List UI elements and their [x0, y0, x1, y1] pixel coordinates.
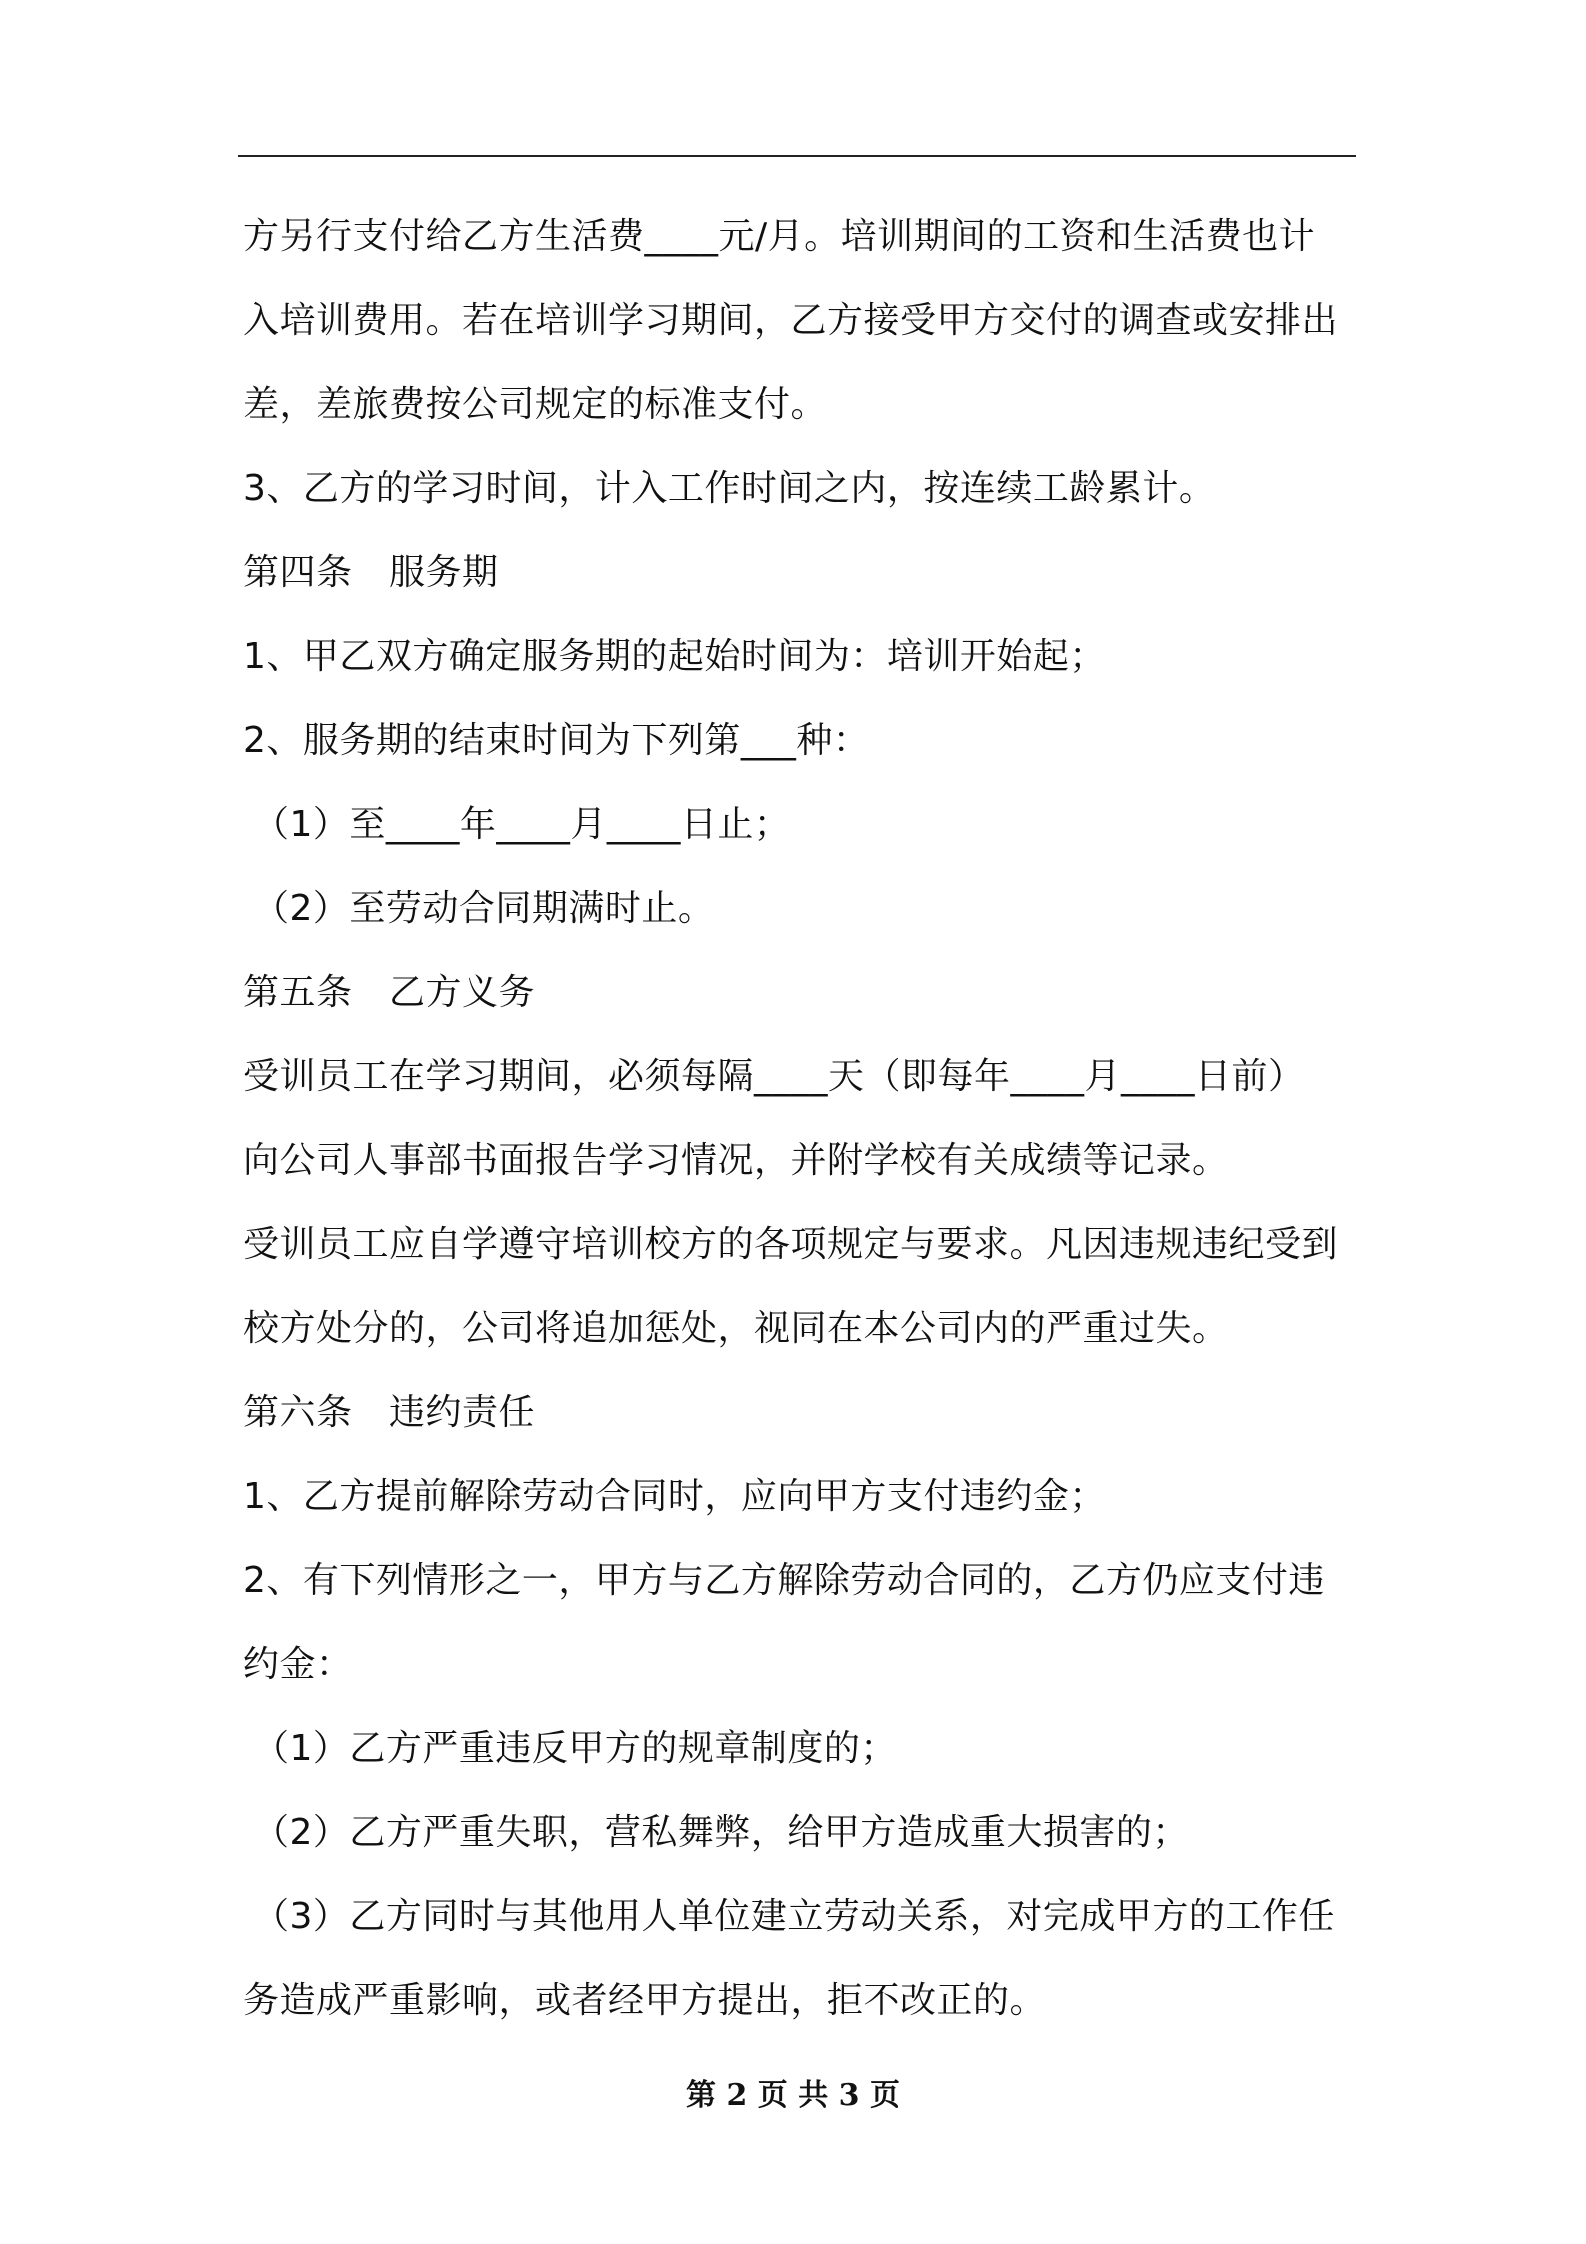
text-line: 校方处分的，公司将追加惩处，视同在本公司内的严重过失。	[243, 1308, 1229, 1349]
text-line: 入培训费用。若在培训学习期间，乙方接受甲方交付的调查或安排出	[243, 300, 1339, 341]
text-line: 受训员工应自学遵守培训校方的各项规定与要求。凡因违规违纪受到	[243, 1224, 1339, 1265]
page-number: 第 2 页 共 3 页	[686, 2078, 900, 2113]
section-heading: 第四条 服务期	[243, 552, 499, 593]
text-line: 受训员工在学习期间，必须每隔____天（即每年____月____日前）	[243, 1056, 1305, 1097]
list-item: （2）乙方严重失职，营私舞弊，给甲方造成重大损害的；	[253, 1812, 1189, 1853]
text-line: 2、有下列情形之一，甲方与乙方解除劳动合同的，乙方仍应支付违	[243, 1560, 1325, 1601]
list-item: （3）乙方同时与其他用人单位建立劳动关系，对完成甲方的工作任	[253, 1896, 1335, 1937]
text-line: 2、服务期的结束时间为下列第___种：	[243, 720, 870, 761]
list-item: （2）至劳动合同期满时止。	[253, 888, 715, 929]
text-line: 务造成严重影响，或者经甲方提出，拒不改正的。	[243, 1980, 1047, 2021]
section-heading: 第六条 违约责任	[243, 1392, 536, 1433]
text-line: 1、甲乙双方确定服务期的起始时间为：培训开始起；	[243, 636, 1106, 677]
list-item: （1）乙方严重违反甲方的规章制度的；	[253, 1728, 897, 1769]
text-line: 1、乙方提前解除劳动合同时，应向甲方支付违约金；	[243, 1476, 1106, 1517]
text-line: 约金：	[243, 1644, 353, 1685]
document-body	[243, 195, 1358, 2043]
text-line: 向公司人事部书面报告学习情况，并附学校有关成绩等记录。	[243, 1140, 1229, 1181]
text-line: 3、乙方的学习时间，计入工作时间之内，按连续工龄累计。	[243, 468, 1216, 509]
section-heading: 第五条 乙方义务	[243, 972, 536, 1013]
text-line: 差，差旅费按公司规定的标准支付。	[243, 384, 828, 425]
text-line: 方另行支付给乙方生活费____元/月。培训期间的工资和生活费也计	[243, 216, 1316, 257]
header-rule	[238, 155, 1356, 157]
list-item: （1）至____年____月____日止；	[253, 804, 791, 845]
